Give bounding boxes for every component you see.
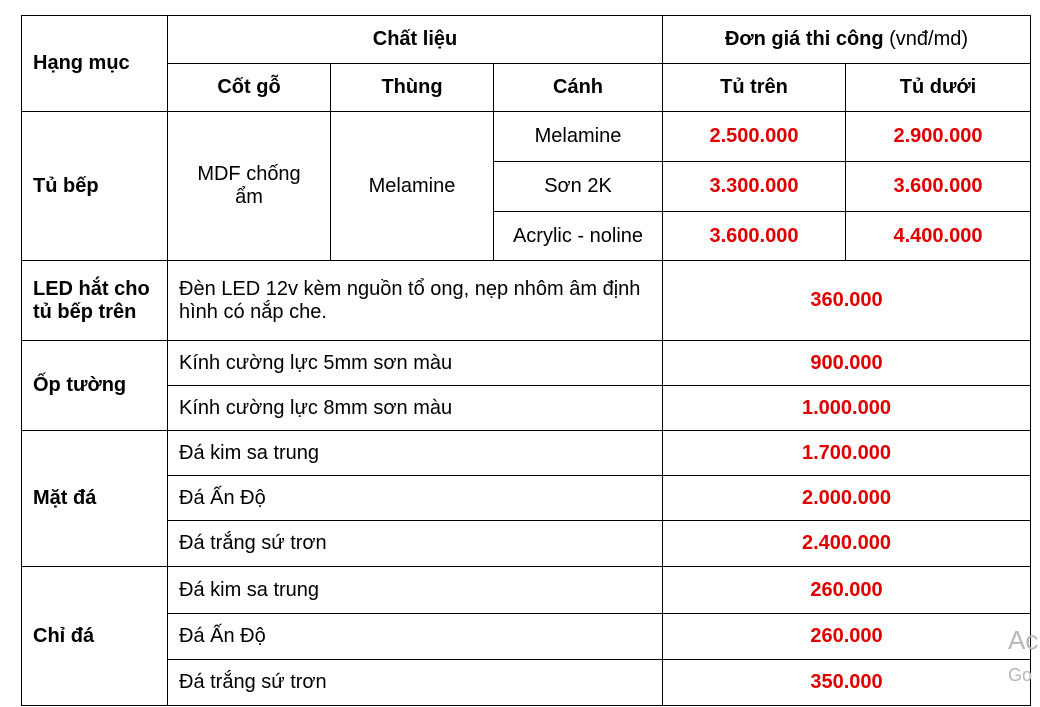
- tu-bep-tu-tren-price: 3.600.000: [663, 212, 846, 261]
- header-don-gia: [663, 16, 1031, 64]
- mat-da-price: 1.700.000: [663, 431, 1031, 476]
- tu-bep-cot-go: MDF chống ẩm: [168, 112, 331, 261]
- header-canh: Cánh: [494, 64, 663, 112]
- table-row: [22, 386, 1031, 431]
- op-tuong-desc: Kính cường lực 5mm sơn màu: [168, 341, 663, 386]
- table-row: [22, 521, 1031, 567]
- op-tuong-price: 1.000.000: [663, 386, 1031, 431]
- mat-da-desc: Đá trắng sứ trơn: [168, 521, 663, 567]
- tu-bep-tu-tren-price: 3.300.000: [663, 162, 846, 212]
- table-row: [22, 660, 1031, 706]
- tu-bep-tu-duoi-price: 3.600.000: [846, 162, 1031, 212]
- category-tu-bep: Tủ bếp: [22, 112, 168, 261]
- op-tuong-price: 900.000: [663, 341, 1031, 386]
- header-row-2: [22, 64, 1031, 112]
- header-tu-tren: Tủ trên: [663, 64, 846, 112]
- chi-da-price: 260.000: [663, 567, 1031, 614]
- chi-da-desc: Đá trắng sứ trơn: [168, 660, 663, 706]
- header-thung: Thùng: [331, 64, 494, 112]
- mat-da-price: 2.400.000: [663, 521, 1031, 567]
- led-description: Đèn LED 12v kèm nguồn tổ ong, nẹp nhôm âm định hình có nắp che.: [168, 261, 663, 341]
- chi-da-price: 260.000: [663, 614, 1031, 660]
- table-row: [22, 341, 1031, 386]
- category-led: LED hắt cho tủ bếp trên: [22, 261, 168, 341]
- mat-da-desc: Đá kim sa trung: [168, 431, 663, 476]
- table-row: [22, 261, 1031, 341]
- mat-da-price: 2.000.000: [663, 476, 1031, 521]
- table-row: [22, 431, 1031, 476]
- tu-bep-thung: Melamine: [331, 112, 494, 261]
- tu-bep-tu-duoi-price: 2.900.000: [846, 112, 1031, 162]
- table-row: [22, 614, 1031, 660]
- tu-bep-tu-tren-price: 2.500.000: [663, 112, 846, 162]
- mat-da-desc: Đá Ấn Độ: [168, 476, 663, 521]
- header-hang-muc: Hạng mục: [22, 16, 168, 112]
- led-price: 360.000: [663, 261, 1031, 341]
- header-tu-duoi: Tủ dưới: [846, 64, 1031, 112]
- chi-da-desc: Đá Ấn Độ: [168, 614, 663, 660]
- table-row: [22, 476, 1031, 521]
- header-chat-lieu: Chất liệu: [168, 16, 663, 64]
- header-row-1: [22, 16, 1031, 64]
- price-table: [21, 15, 1031, 706]
- tu-bep-canh: Acrylic - noline: [494, 212, 663, 261]
- header-cot-go: Cốt gỗ: [168, 64, 331, 112]
- header-don-gia-label: Đơn giá thi công: [724, 28, 884, 50]
- watermark-line-2: Go: [1008, 665, 1033, 685]
- chi-da-price: 350.000: [663, 660, 1031, 706]
- watermark-line-1: Ac: [1008, 625, 1039, 655]
- category-op-tuong: Ốp tường: [22, 341, 168, 431]
- op-tuong-desc: Kính cường lực 8mm sơn màu: [168, 386, 663, 431]
- chi-da-desc: Đá kim sa trung: [168, 567, 663, 614]
- category-mat-da: Mặt đá: [22, 431, 168, 567]
- table-row: [22, 112, 1031, 162]
- table-row: [22, 567, 1031, 614]
- category-chi-da: Chỉ đá: [22, 567, 168, 706]
- header-don-gia-unit: (vnđ/md): [883, 28, 969, 50]
- tu-bep-tu-duoi-price: 4.400.000: [846, 212, 1031, 261]
- tu-bep-canh: Melamine: [494, 112, 663, 162]
- tu-bep-canh: Sơn 2K: [494, 162, 663, 212]
